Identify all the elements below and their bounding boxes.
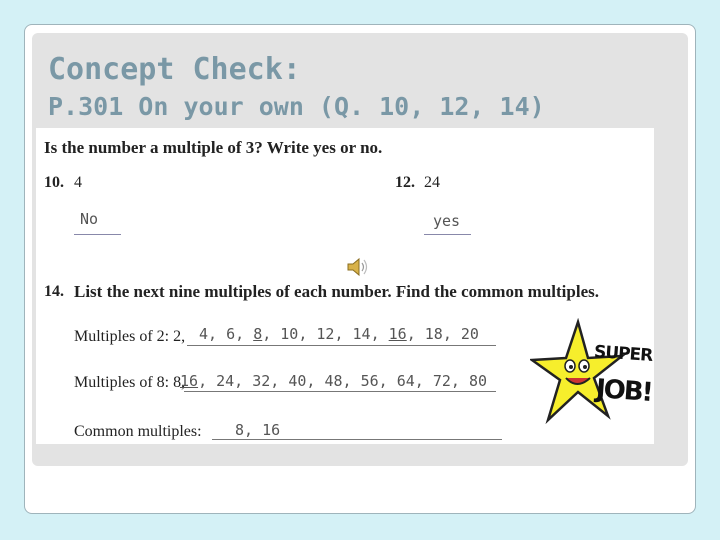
q12-answer: yes bbox=[433, 212, 461, 230]
multiples-of-8-answer: 16, 24, 32, 40, 48, 56, 64, 72, 80 bbox=[180, 372, 488, 390]
multiples-of-8-line bbox=[184, 391, 496, 392]
multiples-of-8-label: Multiples of 8: 8, bbox=[74, 374, 186, 391]
q14-number: 14. bbox=[44, 283, 64, 300]
q12-answer-line bbox=[424, 234, 471, 235]
q10-answer-line bbox=[74, 234, 121, 235]
common-multiples-line bbox=[212, 439, 502, 440]
speaker-icon[interactable] bbox=[346, 256, 370, 278]
instruction-text: Is the number a multiple of 3? Write yes or no. bbox=[44, 138, 383, 157]
slide-subtitle: P.301 On your own (Q. 10, 12, 14) bbox=[48, 92, 545, 121]
multiples-of-2-line bbox=[187, 345, 496, 346]
q10-number: 10. bbox=[44, 174, 64, 191]
q12-value: 24 bbox=[424, 174, 440, 191]
common-multiples-answer: 8, 16 bbox=[235, 421, 281, 439]
multiples-of-2-label: Multiples of 2: 2, bbox=[74, 328, 186, 345]
q12-number: 12. bbox=[395, 174, 415, 191]
sticker-text-job: JOB! bbox=[595, 374, 653, 408]
multiples-of-2-answer: 4, 6, 8, 10, 12, 14, 16, 18, 20 bbox=[199, 325, 479, 343]
q10-value: 4 bbox=[74, 174, 82, 191]
common-multiples-label: Common multiples: bbox=[74, 423, 202, 440]
super-job-sticker bbox=[530, 318, 660, 436]
q14-text: List the next nine multiples of each number. Find the common multiples. bbox=[74, 282, 599, 301]
q10-answer: No bbox=[80, 210, 99, 228]
slide-title: Concept Check: bbox=[48, 52, 301, 87]
sticker-text-super: SUPER bbox=[593, 341, 653, 367]
